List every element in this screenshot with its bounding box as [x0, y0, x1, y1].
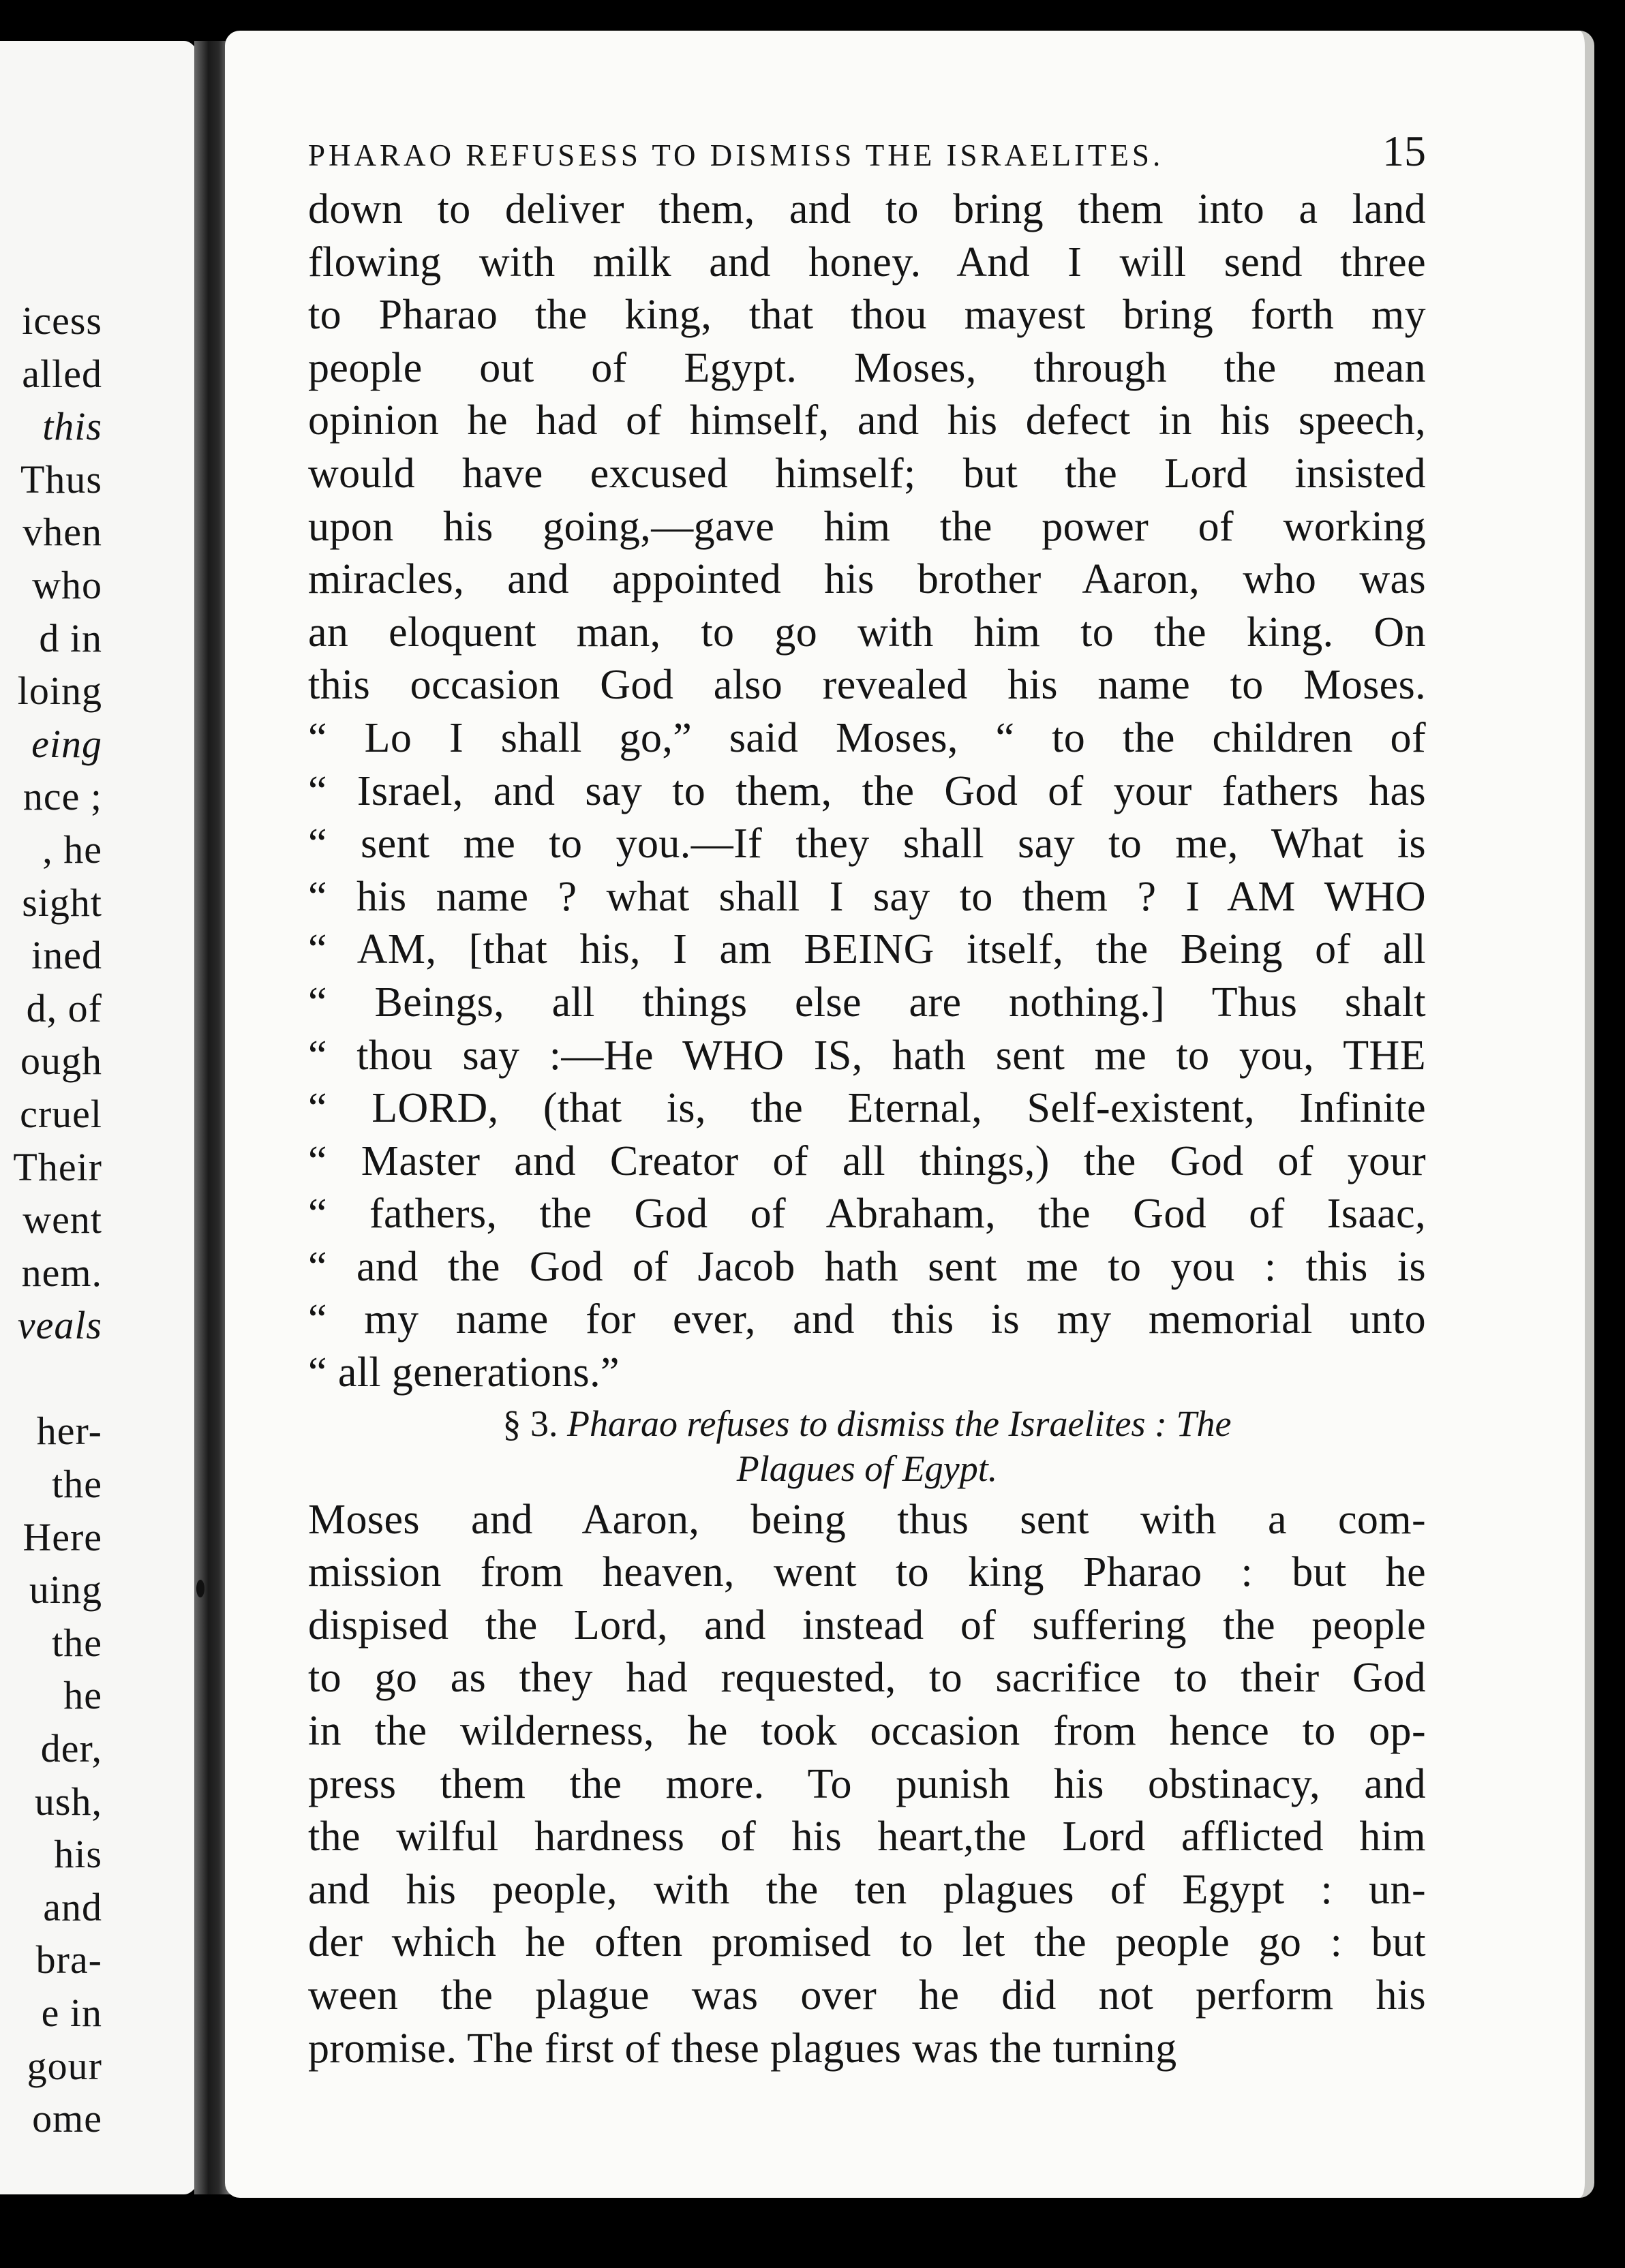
left-page-line: and: [43, 1884, 102, 1929]
left-page-line: her-: [36, 1409, 102, 1454]
left-page-line: nem.: [21, 1250, 102, 1295]
text-line: “ all generations.”: [308, 1349, 620, 1396]
text-line: opinion he had of himself, and his defect in his speech,: [308, 397, 1426, 444]
left-page-line: der,: [40, 1726, 102, 1771]
text-line: this occasion God also revealed his name to Moses.: [308, 662, 1426, 709]
left-page-line: ome: [32, 2096, 102, 2141]
left-page-line: veals: [17, 1303, 102, 1348]
text-line: down to deliver them, and to bring them into a land: [308, 186, 1426, 232]
text-line: flowing with milk and honey. And I will send three: [308, 239, 1426, 286]
left-page-line: d, of: [26, 985, 102, 1030]
text-line: an eloquent man, to go with him to the king. On: [308, 609, 1426, 656]
text-line: promise. The first of these plagues was the turning: [308, 2025, 1177, 2072]
text-line: people out of Egypt. Moses, through the mean: [308, 344, 1426, 391]
text-line: the wilful hardness of his heart,the Lord afflicted him: [308, 1813, 1426, 1860]
text-line: mission from heaven, went to king Pharao : but he: [308, 1549, 1426, 1596]
left-page-line: the: [52, 1620, 102, 1665]
text-line: to Pharao the king, that thou mayest bring forth my: [308, 292, 1426, 339]
text-line: and his people, with the ten plagues of Egypt : un-: [308, 1866, 1426, 1913]
text-line: “ and the God of Jacob hath sent me to you : this is: [308, 1243, 1426, 1290]
text-line: would have excused himself; but the Lord insisted: [308, 450, 1426, 497]
left-page-line: he: [63, 1673, 102, 1718]
text-line: in the wilderness, he took occasion from hence to op-: [308, 1708, 1426, 1755]
left-page-line: Thus: [20, 457, 102, 502]
left-page-text: [0, 294, 102, 2145]
left-page-line: [0, 1352, 102, 1405]
running-head: [308, 126, 1426, 177]
left-page-line: ined: [31, 933, 102, 978]
left-page-line: the: [52, 1462, 102, 1507]
section-number: § 3.: [502, 1403, 558, 1444]
left-page-line: Here: [22, 1514, 102, 1559]
text-line: to go as they had requested, to sacrifice to their God: [308, 1655, 1426, 1702]
left-page-line: bra-: [35, 1937, 102, 1982]
left-page-line: loing: [17, 669, 102, 714]
text-line: “ thou say :—He WHO IS, hath sent me to you, THE: [308, 1032, 1426, 1079]
text-line: “ Lo I shall go,” said Moses, “ to the children of: [308, 714, 1426, 761]
left-page-line: , he: [42, 827, 102, 872]
text-line: “ Master and Creator of all things,) the God of your: [308, 1137, 1426, 1184]
text-line: “ Beings, all things else are nothing.] Thus shalt: [308, 979, 1426, 1026]
left-page-line: Their: [13, 1144, 102, 1189]
left-page-line: nce ;: [22, 774, 102, 819]
left-page-line: ush,: [34, 1779, 102, 1824]
left-page-line: gour: [27, 2043, 102, 2088]
page-number: 15: [1382, 127, 1426, 175]
left-page-line: icess: [22, 298, 102, 343]
left-page-line: sight: [22, 880, 102, 925]
ink-blot: [196, 1580, 204, 1597]
left-page-line: cruel: [20, 1091, 102, 1136]
paragraph-1: [308, 183, 1426, 1400]
running-head-title: PHARAO REFUSESS TO DISMISS THE ISRAELITES.: [308, 138, 1164, 172]
page-content: [308, 126, 1426, 2075]
left-page-line: d in: [39, 615, 102, 660]
text-line: press them the more. To punish his obstinacy, and: [308, 1760, 1426, 1807]
text-line: “ AM, [that his, I am BEING itself, the Being of all: [308, 926, 1426, 973]
section-title-line-2: Plagues of Egypt.: [736, 1447, 998, 1489]
left-page-line: ough: [20, 1039, 102, 1084]
left-page-line: e in: [41, 1991, 102, 2035]
text-line: “ his name ? what shall I say to them ? I AM WHO: [308, 873, 1426, 920]
right-page: [225, 31, 1594, 2198]
left-page-line: who: [32, 562, 102, 607]
text-line: “ Israel, and say to them, the God of your fathers has: [308, 767, 1426, 814]
left-page-line: vhen: [22, 510, 102, 555]
text-line: miracles, and appointed his brother Aaron, who was: [308, 556, 1426, 603]
left-page-line: eing: [31, 721, 102, 766]
text-line: “ LORD, (that is, the Eternal, Self-existent, Infinite: [308, 1085, 1426, 1132]
text-line: “ sent me to you.—If they shall say to me, What is: [308, 821, 1426, 868]
left-page-line: uing: [29, 1567, 102, 1612]
paragraph-2: [308, 1494, 1426, 2076]
left-page-fragment: [0, 41, 204, 2194]
text-line: ween the plague was over he did not perform his: [308, 1972, 1426, 2019]
left-page-line: went: [22, 1197, 102, 1242]
text-line: “ my name for ever, and this is my memorial unto: [308, 1296, 1426, 1343]
left-page-line: his: [54, 1832, 102, 1877]
section-heading: [308, 1401, 1426, 1491]
left-page-line: this: [42, 404, 102, 449]
text-line: der which he often promised to let the people go : but: [308, 1919, 1426, 1966]
text-line: “ fathers, the God of Abraham, the God of Isaac,: [308, 1191, 1426, 1238]
left-page-line: alled: [22, 351, 102, 396]
text-line: dispised the Lord, and instead of suffering the people: [308, 1602, 1426, 1649]
text-line: upon his going,—gave him the power of working: [308, 503, 1426, 550]
text-line: Moses and Aaron, being thus sent with a com-: [308, 1496, 1426, 1543]
section-title-line-1: Pharao refuses to dismiss the Israelites : The: [567, 1403, 1232, 1444]
